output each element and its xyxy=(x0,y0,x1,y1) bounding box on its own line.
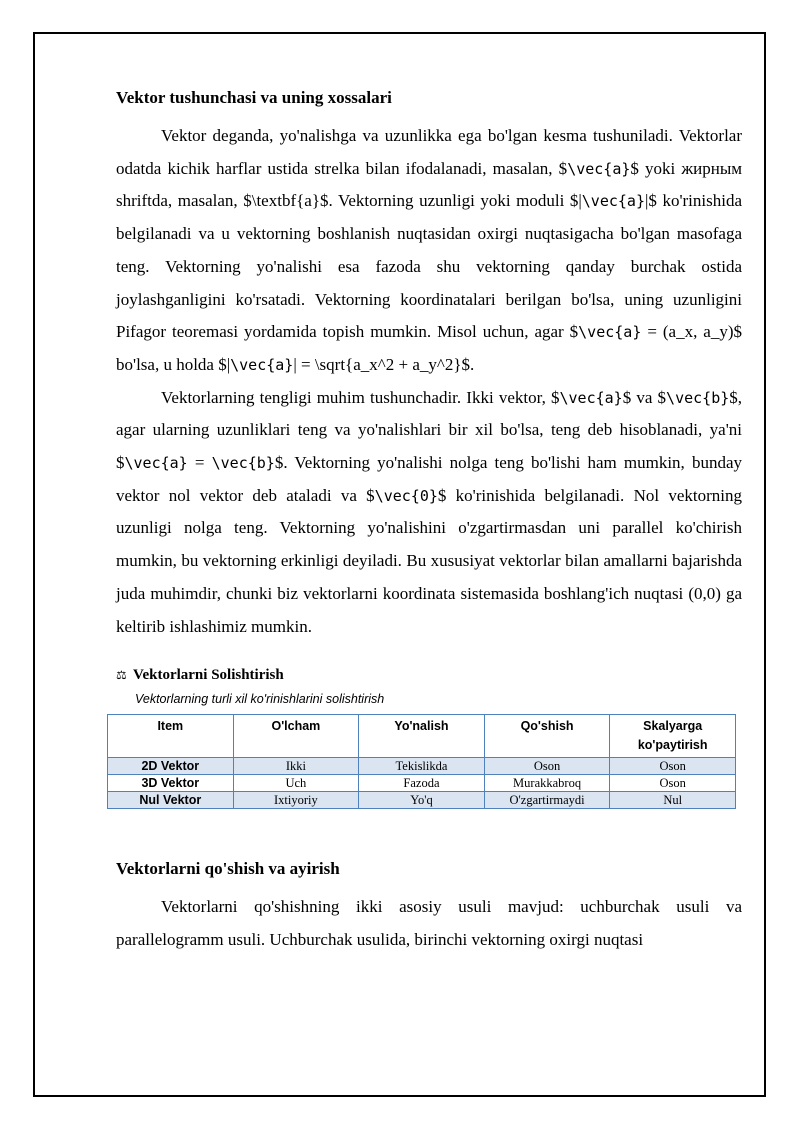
table-cell: 2D Vektor xyxy=(108,758,234,775)
table-cell: Oson xyxy=(610,758,736,775)
document-body xyxy=(116,84,742,957)
table-cell: Oson xyxy=(484,758,610,775)
header-addition: Qo'shish xyxy=(484,715,610,758)
table-caption xyxy=(116,665,742,685)
section-heading-vector-concept: Vektor tushunchasi va uning xossalari xyxy=(116,88,392,107)
table-cell: Ikki xyxy=(233,758,359,775)
math-code: \vec{a} xyxy=(559,388,623,407)
math-code: \vec{b} xyxy=(211,454,275,473)
table-cell: Murakkabroq xyxy=(484,775,610,792)
text-run: $ va $ xyxy=(622,387,667,407)
table-cell: Uch xyxy=(233,775,359,792)
header-scalar-multiplication: Skalyarga ko'paytirish xyxy=(610,715,736,758)
math-code: \vec{0} xyxy=(374,486,438,505)
table-cell: Oson xyxy=(610,775,736,792)
math-code: \vec{b} xyxy=(666,388,730,407)
header-item: Item xyxy=(108,715,234,758)
table-cell: Fazoda xyxy=(359,775,485,792)
scales-icon: ⚖ xyxy=(116,668,127,683)
paragraph-vector-definition xyxy=(116,120,742,382)
text-run: | = \sqrt{a_x^2 + a_y^2}$. xyxy=(293,354,475,374)
math-code: \vec{a} xyxy=(124,454,188,473)
math-code: \vec{a} xyxy=(578,323,642,342)
table-cell: O'zgartirmaydi xyxy=(484,792,610,809)
paragraph-vector-addition: Vektorlarni qo'shishning ikki asosiy usuli mavjud: uchburchak usuli va parallelogramm usuli. Uchburchak usulida, birinchi vektorning oxirgi nuqtasi xyxy=(116,897,742,949)
table-cell: Ixtiyoriy xyxy=(233,792,359,809)
table-header-row xyxy=(108,715,736,758)
table-cell: 3D Vektor xyxy=(108,775,234,792)
table-subtitle: Vektorlarning turli xil ko'rinishlarini solishtirish xyxy=(135,692,385,707)
math-code: \vec{a} xyxy=(230,355,294,374)
header-direction: Yo'nalish xyxy=(359,715,485,758)
math-code: \vec{a} xyxy=(581,192,645,211)
text-run: Vektorlarning tengligi muhim tushunchadir. Ikki vektor, $ xyxy=(161,387,560,407)
table-title: Vektorlarni Solishtirish xyxy=(133,667,284,684)
table-cell: Nul xyxy=(610,792,736,809)
section-heading-vector-addition: Vektorlarni qo'shish va ayirish xyxy=(116,859,340,879)
text-run: = xyxy=(187,453,212,473)
paragraph-vector-equality xyxy=(116,382,742,644)
table-cell: Yo'q xyxy=(359,792,485,809)
text-run: = (a_x, a_y)$ bo'lsa, u holda $| xyxy=(116,322,742,374)
math-code: \vec{a} xyxy=(567,159,631,178)
text-run: $. Vektorning yo'nalishi nolga teng bo'lishi ham mumkin, bunday vektor nol vektor deb ataladi va $ xyxy=(116,453,742,505)
text-run: Vektor deganda, yo'nalishga va uzunlikka ega bo'lgan kesma tushuniladi. Vektorlar odatda kichik harflar ustida strelka bilan ifodalanadi, masalan, $ xyxy=(116,126,742,178)
table-row xyxy=(108,758,736,775)
text-run: $, agar ularning uzunliklari teng va yo'nalishlari bir xil bo'lsa, teng deb hisoblanadi, ya'ni $ xyxy=(116,387,743,473)
table-cell: Tekislikda xyxy=(359,758,485,775)
text-run: $ yoki жирным shriftda, masalan, $\textbf{a}$. Vektorning uzunligi yoki moduli $| xyxy=(116,158,742,211)
table-row xyxy=(108,792,736,809)
comparison-table xyxy=(107,714,736,809)
table-cell: Nul Vektor xyxy=(108,792,234,809)
header-size: O'lcham xyxy=(233,715,359,758)
text-run: $ ko'rinishida belgilanadi. Nol vektorning uzunligi nolga teng. Vektorning yo'nalishini o'zgartirmasdan uni parallel ko'chirish mumkin, bu vektorning erkinligi deyiladi. Bu xususiyat vektorlar bilan amallarni bajarishda juda muhimdir, chunki biz vektorlarni koordinata sistemasida boshlang'ich nuqtasi (0,0) ga keltirib ishlashimiz mumkin. xyxy=(116,485,742,636)
text-run: |$ ko'rinishida belgilanadi va u vektorning boshlanish nuqtasidan oxirgi nuqtasigacha bo'lgan masofaga teng. Vektorning yo'nalishi esa fazoda shu vektorning qanday burchak ostida joylashganligini ko'rsatadi. Vektorning koordinatalari berilgan bo'lsa, uning uzunligini Pifagor teoremasi yordamida topish mumkin. Misol uchun, agar $ xyxy=(116,191,742,342)
table-row xyxy=(108,775,736,792)
